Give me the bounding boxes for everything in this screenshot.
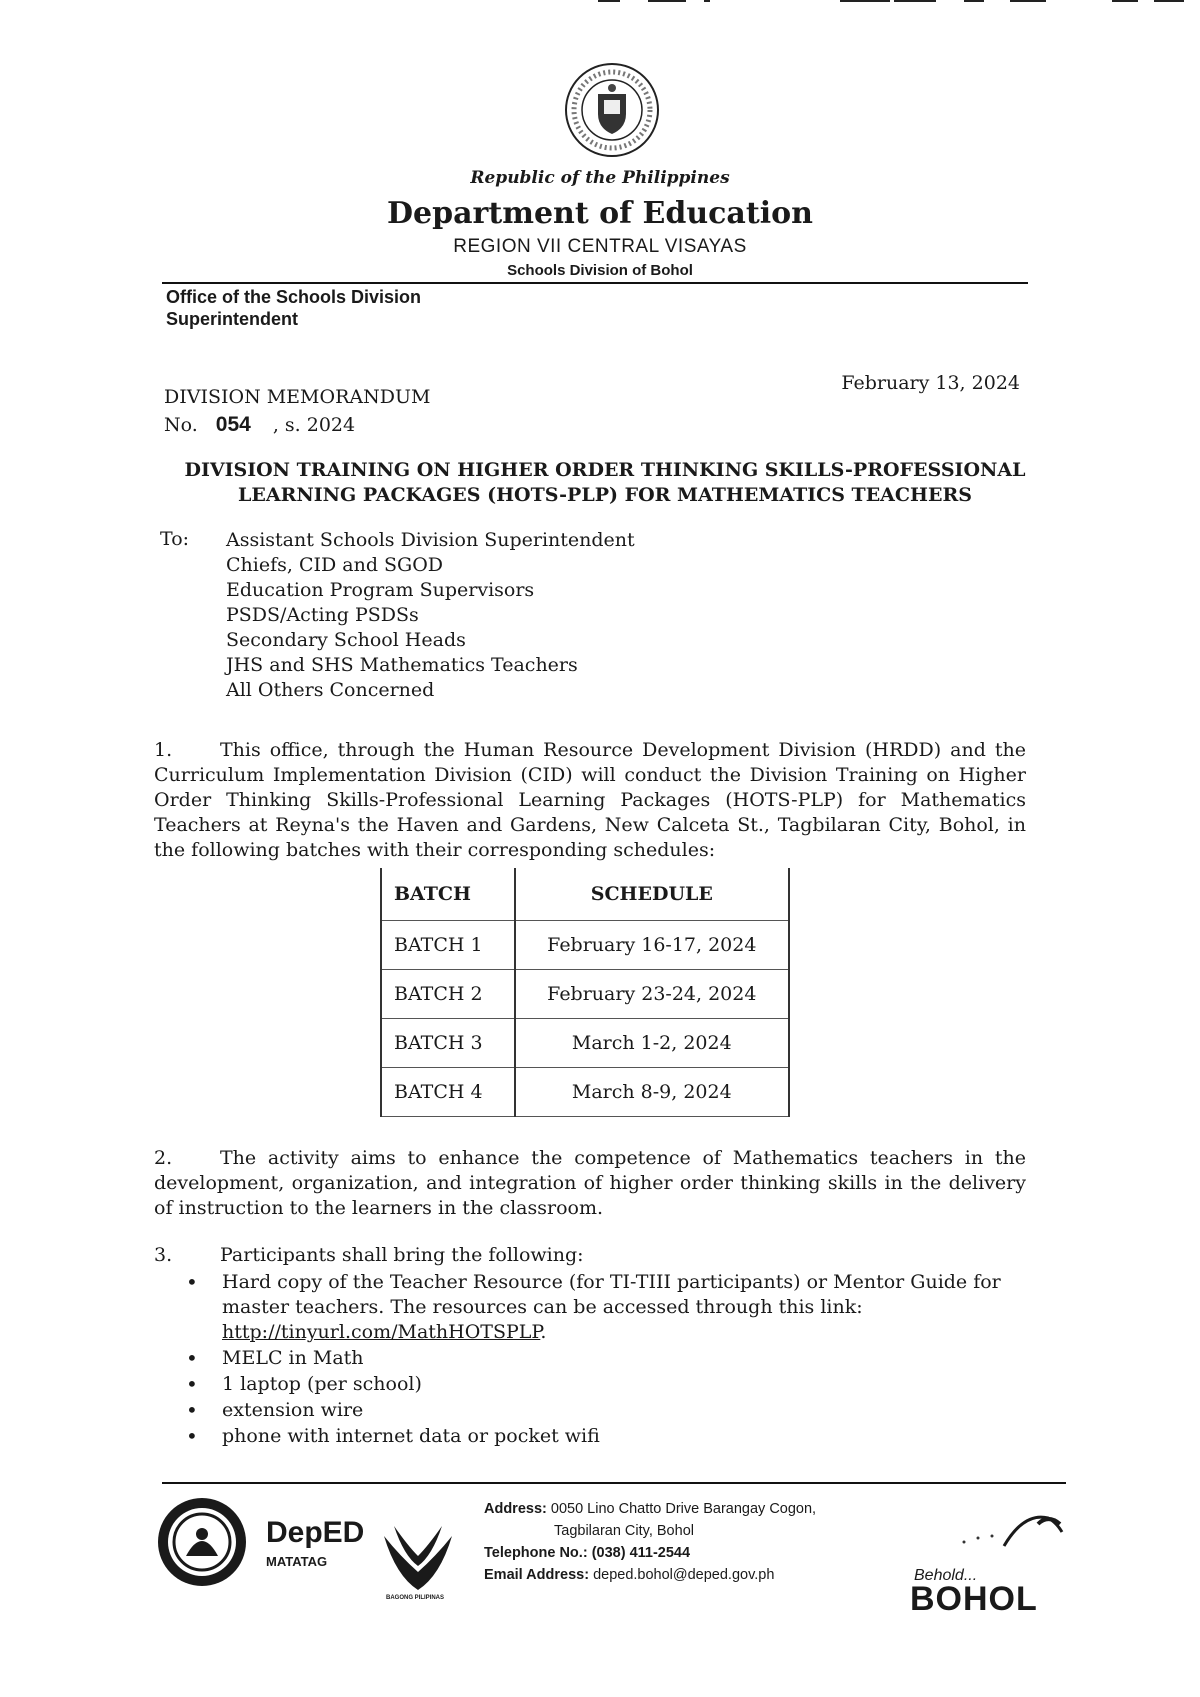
batch-cell: BATCH 1 (381, 921, 515, 970)
division-header: Schools Division of Bohol (507, 262, 693, 279)
schedule-cell: March 1-2, 2024 (515, 1019, 789, 1068)
resource-link[interactable]: http://tinyurl.com/MathHOTSPLP (222, 1321, 541, 1343)
paragraph-text: Participants shall bring the following: (220, 1244, 584, 1266)
batch-cell: BATCH 4 (381, 1068, 515, 1117)
header-divider (162, 282, 1028, 284)
list-item: • Hard copy of the Teacher Resource (for TI-TIII participants) or Mentor Guide for master teachers. The resources can be accessed through this link: http://tinyurl.com/MathHOTSPLP. (186, 1270, 1026, 1345)
bagong-pilipinas-text: BAGONG PILIPINAS (386, 1595, 445, 1601)
table-header-row (381, 868, 789, 921)
schedule-cell: February 23-24, 2024 (515, 970, 789, 1019)
list-item: • MELC in Math (186, 1346, 1026, 1371)
scan-mark (704, 0, 710, 2)
matatag-text: MATATAG (266, 1554, 328, 1569)
email-line (484, 1564, 816, 1586)
memo-title-line1: DIVISION TRAINING ON HIGHER ORDER THINKING SKILLS-PROFESSIONAL (184, 459, 1026, 481)
memo-number-line (164, 411, 430, 439)
footer-divider (162, 1482, 1066, 1484)
behold-text: Behold... (914, 1567, 978, 1584)
table-row (381, 1019, 789, 1068)
scan-mark (964, 0, 984, 2)
scan-mark (1010, 0, 1046, 2)
bohol-logo-text: BOHOL (910, 1580, 1038, 1618)
office-name: Office of the Schools Division Superintendent (166, 287, 422, 329)
footer-contact (484, 1498, 816, 1586)
paragraph-3 (154, 1243, 1026, 1268)
phone-line (484, 1542, 816, 1564)
address-line-2: Tagbilaran City, Bohol (554, 1523, 694, 1539)
bohol-hills-icon (944, 1506, 1064, 1550)
memo-series: , s. 2024 (272, 414, 356, 436)
memo-title (170, 458, 1040, 508)
memo-title-line2: LEARNING PACKAGES (HOTS-PLP) FOR MATHEMATICS TEACHERS (237, 484, 972, 506)
table-row (381, 921, 789, 970)
paragraph-1 (154, 738, 1026, 863)
email-label: Email Address: (484, 1567, 590, 1583)
email-value[interactable]: deped.bohol@deped.gov.ph (593, 1567, 775, 1583)
bagong-pilipinas-logo-icon (380, 1516, 456, 1592)
paragraph-text: The activity aims to enhance the competence of Mathematics teachers in the development, organization, and integration of higher order thinking skills in the delivery of instruction to the learners in the classroom. (154, 1147, 1026, 1219)
phone-label: Telephone No.: (484, 1545, 588, 1561)
paragraph-2 (154, 1146, 1026, 1221)
republic-header: Republic of the Philippines (470, 168, 730, 188)
table-row (381, 970, 789, 1019)
memo-no-label: No. (164, 414, 198, 436)
address-label: Address: (484, 1501, 547, 1517)
deped-seal-icon (564, 62, 660, 158)
list-item: • extension wire (186, 1398, 1026, 1423)
memo-type: DIVISION MEMORANDUM (164, 386, 431, 408)
phone-value: (038) 411-2544 (591, 1545, 691, 1561)
scan-mark (648, 0, 686, 2)
scan-mark (894, 0, 936, 2)
item-text: Hard copy of the Teacher Resource (for TI-TIII participants) or Mentor Guide for master teachers. The resources can be accessed through this link: (222, 1271, 1001, 1318)
scan-mark (840, 0, 890, 2)
recipient-list (226, 528, 635, 703)
memo-date: February 13, 2024 (841, 372, 1020, 394)
schedule-cell: March 8-9, 2024 (515, 1068, 789, 1117)
paragraph-number: 1. (154, 739, 173, 761)
address-line (484, 1498, 816, 1520)
recipient-item: All Others Concerned (226, 679, 435, 701)
batch-cell: BATCH 3 (381, 1019, 515, 1068)
recipient-item: Secondary School Heads (226, 629, 466, 651)
memo-heading (164, 384, 430, 439)
schedule-cell: February 16-17, 2024 (515, 921, 789, 970)
table-row (381, 1068, 789, 1117)
region-header: REGION VII CENTRAL VISAYAS (453, 236, 747, 257)
scan-mark (1112, 0, 1138, 2)
column-header-schedule: SCHEDULE (515, 868, 789, 921)
recipient-item: Assistant Schools Division Superintendent (226, 529, 635, 551)
list-item: • phone with internet data or pocket wifi (186, 1424, 1026, 1449)
division-seal-icon (156, 1496, 248, 1588)
memo-number: 054 (215, 413, 251, 436)
schedule-table (380, 868, 790, 1117)
column-header-batch: BATCH (381, 868, 515, 921)
address-value: 0050 Lino Chatto Drive Barangay Cogon, (550, 1501, 817, 1517)
recipient-item: Education Program Supervisors (226, 579, 535, 601)
recipient-item: Chiefs, CID and SGOD (226, 554, 444, 576)
paragraph-number: 3. (154, 1244, 173, 1266)
paragraph-text: This office, through the Human Resource Development Division (HRDD) and the Curriculum Implementation Division (CID) will conduct the Division Training on Higher Order Thinking Skills-Professional Learning Packages (HOTS-PLP) for Mathematics Teachers at Reyna's the Haven and Gardens, New Calceta St., Tagbilaran City, Bohol, in the following batches with their corresponding schedules: (154, 739, 1026, 861)
deped-logo-text: DepED (266, 1516, 365, 1549)
paragraph-number: 2. (154, 1147, 173, 1169)
recipient-item: PSDS/Acting PSDSs (226, 604, 419, 626)
bring-list (186, 1270, 1026, 1450)
recipient-item: JHS and SHS Mathematics Teachers (226, 654, 578, 676)
scan-mark (598, 0, 620, 2)
batch-cell: BATCH 2 (381, 970, 515, 1019)
list-item: • 1 laptop (per school) (186, 1372, 1026, 1397)
to-label: To: (160, 528, 190, 550)
scan-mark (1154, 0, 1184, 2)
department-header: Department of Education (387, 196, 813, 231)
